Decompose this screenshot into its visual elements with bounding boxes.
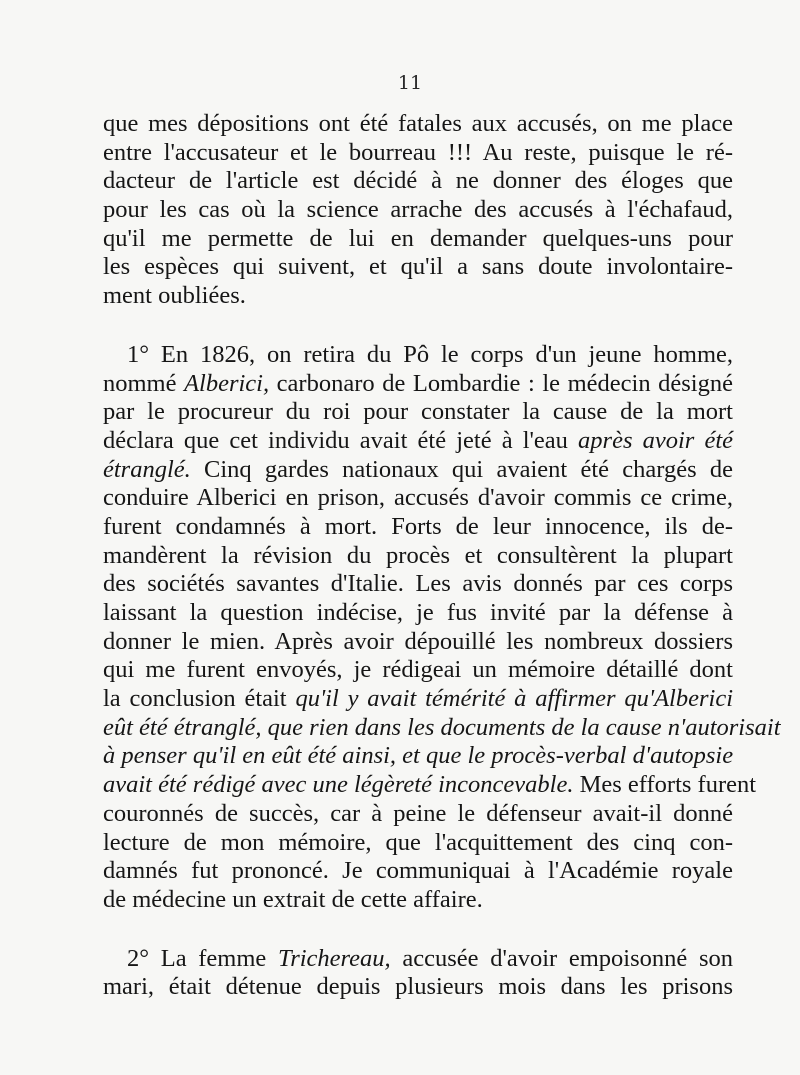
line-text: 2° La femme: [127, 944, 278, 972]
text-line: [103, 456, 733, 485]
line-text: accusée d'avoir empoisonné son: [390, 944, 733, 972]
paragraph: [103, 340, 781, 915]
text-line: dacteur de l'article est décidé à ne donner des éloges que: [103, 167, 733, 195]
text-line: des sociétés savantes d'Italie. Les avis donnés par ces corps: [103, 570, 733, 598]
italic-text: à penser qu'il en eût été ainsi, et que le procès-verbal d'autopsie: [103, 742, 734, 770]
text-line: de médecine un extrait de cette affaire.: [103, 885, 483, 913]
line-text: Cinq gardes nationaux qui avaient été chargés de: [190, 455, 733, 483]
text-line: qui me furent envoyés, je rédigeai un mémoire détaillé dont: [103, 656, 733, 684]
text-line: ment oubliées.: [103, 282, 246, 310]
text-line: couronnés de succès, car à peine le défenseur avait-il donné: [103, 799, 733, 827]
text-line: mandèrent la révision du procès et consultèrent la plupart: [103, 541, 733, 569]
text-line: damnés fut prononcé. Je communiquai à l'Académie royale: [103, 857, 733, 885]
line-text: la conclusion était: [103, 685, 296, 713]
line-text: déclara que cet individu avait été jeté à l'eau: [103, 426, 579, 454]
paragraph: [103, 110, 733, 311]
text-line: donner le mien. Après avoir dépouillé les nombreux dossiers: [103, 627, 733, 655]
line-text: carbonaro de Lombardie : le médecin désigné: [269, 369, 733, 397]
italic-text: eût été étranglé, que rien dans les documents de la cause n'autorisait: [103, 713, 781, 741]
italic-text: Trichereau,: [277, 944, 391, 972]
text-line: [103, 427, 733, 456]
text-line: conduire Alberici en prison, accusés d'avoir commis ce crime,: [103, 484, 733, 512]
paragraph-gap: [103, 915, 733, 945]
text-line: pour les cas où la science arrache des accusés à l'échafaud,: [103, 196, 733, 224]
text-line: furent condamnés à mort. Forts de leur innocence, ils de-: [103, 512, 733, 540]
text-line: [103, 945, 733, 974]
text-line: [103, 685, 733, 714]
text-line: entre l'accusateur et le bourreau !!! Au reste, puisque le ré-: [103, 138, 733, 166]
text-line: qu'il me permette de lui en demander quelques-uns pour: [103, 224, 733, 252]
body-text: [103, 110, 781, 1002]
text-line: les espèces qui suivent, et qu'il a sans doute involontaire-: [103, 253, 733, 281]
text-line: [103, 742, 733, 771]
line-text: nommé: [103, 369, 185, 397]
text-line: [103, 370, 733, 399]
text-line: lecture de mon mémoire, que l'acquittement des cinq con-: [103, 828, 733, 856]
text-line: mari, était détenue depuis plusieurs mois dans les prisons: [103, 973, 733, 1001]
italic-text: avait été rédigé avec une légèreté inconcevable.: [103, 771, 574, 799]
italic-text: après avoir été: [578, 426, 734, 454]
italic-text: étranglé.: [103, 455, 191, 483]
italic-text: qu'il y avait témérité à affirmer qu'Alberici: [295, 685, 734, 713]
paragraph-gap: [103, 311, 733, 341]
text-line: laissant la question indécise, je fus invité par la défense à: [103, 599, 733, 626]
text-line: par le procureur du roi pour constater la cause de la mort: [103, 398, 733, 426]
text-line: 1° En 1826, on retira du Pô le corps d'un jeune homme,: [127, 340, 733, 368]
page-number: 11: [397, 72, 423, 94]
text-line: [103, 713, 781, 743]
paragraph: [103, 945, 733, 1002]
line-text: Mes efforts furent: [573, 771, 757, 799]
text-line: [103, 771, 757, 800]
italic-text: Alberici,: [184, 369, 270, 397]
text-line: que mes dépositions ont été fatales aux accusés, on me place: [103, 110, 733, 137]
